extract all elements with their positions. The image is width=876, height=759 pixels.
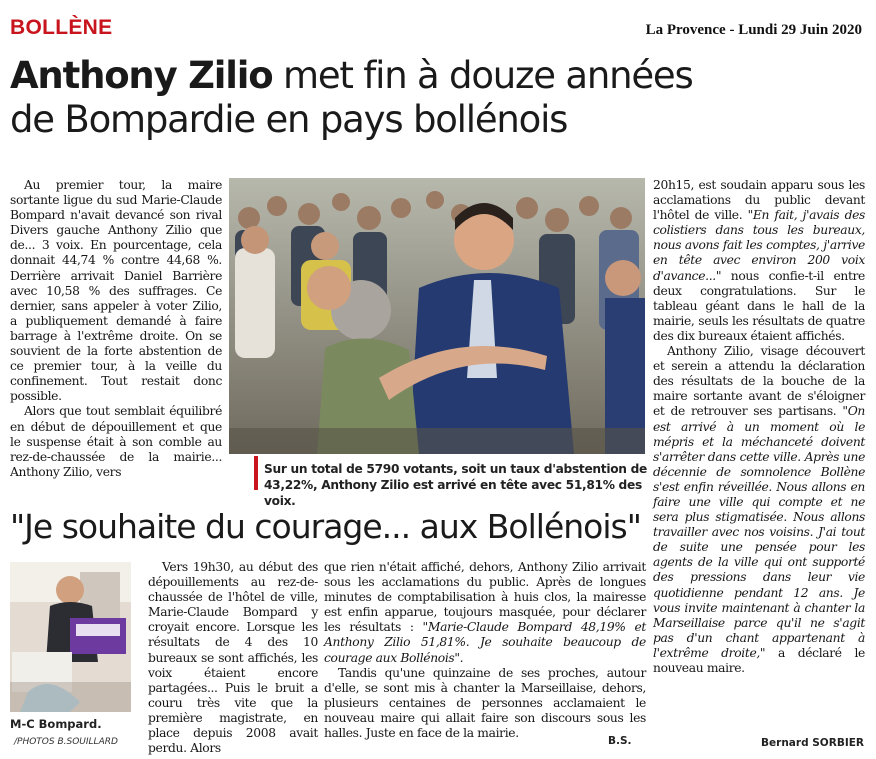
sidebar-column-b [324, 560, 646, 741]
headline-line2: de Bompardie en pays bollénois [10, 98, 568, 141]
headline-name: Anthony Zilio [10, 54, 273, 97]
paragraph: Tandis qu'une quinzaine de ses proches, autour d'elle, se sont mis à chanter la Marseillaise, dehors, plusieurs centaines de personnes acclamaient le nouveau maire qui allait faire son discours sous les halles. Juste en face de la mairie. [324, 665, 646, 741]
article-column-1 [10, 178, 222, 480]
caption-marker [254, 456, 258, 490]
photo-credit: /PHOTOS B.SOUILLARD [14, 737, 118, 747]
paragraph: Au premier tour, la maire sortante ligue du sud Marie-Claude Bompard n'avait devancé son rival Divers gauche Anthony Zilio que de... 3 voix. En pourcentage, cela donnait 44,74 % contre 44,68 %. Derrière arrivait Daniel Barrière avec 10,58 % des suffrages. Ce dernier, sans appeler à voter Zilio, a publiquement demandé à faire barrage à l'extrême droite. On se souvient de la forte abstention de ce premier tour, à la veille du confinement. Tout restait donc possible. [10, 178, 222, 404]
bompard-photo-illustration [10, 562, 131, 712]
quote-text: "Marie-Claude Bompard 48,19% et Anthony Zilio 51,81%. Je souhaite beaucoup de courage aux Bollénois". [324, 620, 646, 665]
sidebar-column-a [148, 560, 318, 756]
paragraph: Vers 19h30, au début des dépouillements au rez-de-chaussée de l'hôtel de ville, Marie-Claude Bompard y croyait encore. Lorsque les résultats de 4 des 10 bureaux se sont affichés, les voix étaient encore partagées... Puis le bruit a couru très vite que la première magistrate, en place depuis 2008 avait perdu. Alors [148, 560, 318, 756]
quote-text: "On est arrivé à un moment où le mépris et la méchanceté doivent s'arrêter dans cette ville. Après une décennie de somnolence Bollène s'est enfin réveillée. Nous allons en faire une ville qui compte et ne sera plus stigmatisée. Nous allons travailler avec nos voisins. J'ai tout de suite une pensée pour les agents de la ville qui ont supporté des pressions dans leur vie quotidienne pendant 12 ans. Je vous invite maintenant à chanter la Marseillaise parce qu'il ne s'agit pas d'un chant appartenant à l'extrême droite," [653, 404, 865, 660]
quote-text: "En fait, j'avais des colistiers dans tous les bureaux, nous avons fait les comptes, j'arrive en tête avec environ 200 voix d'avance..." [653, 208, 865, 283]
thumbnail-caption: M-C Bompard. [10, 717, 102, 731]
publication-dateline: La Provence - Lundi 29 Juin 2020 [645, 22, 862, 38]
sidebar-byline: B.S. [608, 735, 632, 747]
paragraph-text: nous confie-t-il entre deux congratulations. Sur le tableau géant dans le hall de la mairie, seuls les résultats de quatre des dix bureaux étaient affichés. [653, 268, 865, 343]
thumbnail-photo [10, 562, 131, 712]
article-column-4 [653, 178, 865, 676]
photo-caption: Sur un total de 5790 votants, soit un taux d'abstention de 43,22%, Anthony Zilio est arrivé en tête avec 51,81% des voix. [264, 462, 647, 508]
crowd-photo-illustration [229, 178, 645, 454]
headline [10, 54, 870, 142]
paragraph-text: a déclaré le nouveau maire. [653, 645, 865, 675]
paragraph: Alors que tout semblait équilibré en début de dépouillement et que le suspense était à son comble au rez-de-chaussée de la mairie... Anthony Zilio, vers [10, 404, 222, 479]
sidebar-title: "Je souhaite du courage... aux Bollénois" [10, 507, 641, 546]
section-label: BOLLÈNE [10, 16, 113, 39]
paragraph-text: 20h15, est soudain apparu sous les acclamations du public devant l'hôtel de ville. [653, 178, 865, 223]
byline: Bernard SORBIER [761, 737, 864, 749]
headline-line1: met fin à douze années [272, 54, 693, 97]
paragraph-text: Anthony Zilio, visage découvert et serein a attendu la déclaration des résultats de la bouche de la maire sortante avant de s'éloigner et de retrouver ses partisans. [653, 344, 865, 419]
main-photo [229, 178, 645, 454]
paragraph-text: que rien n'était affiché, dehors, Anthony Zilio arrivait sous les acclamations du public. Après de longues minutes de comptabilisation à huis clos, la mairesse est enfin apparue, toujours masquée, pour déclarer les résultats : [324, 560, 646, 635]
